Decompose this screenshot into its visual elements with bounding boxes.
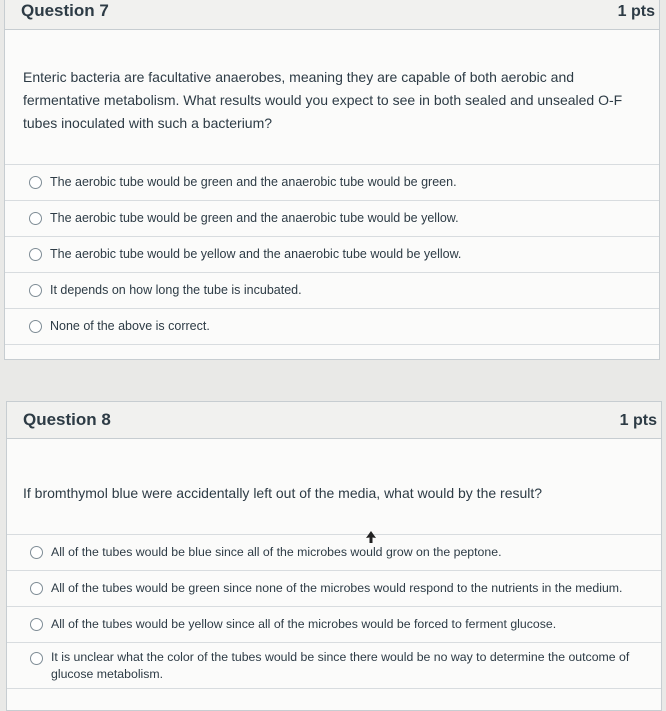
answer-label: It is unclear what the color of the tubes would be since there would be no way to determine the outcome of glucose metabolism. <box>51 650 630 681</box>
question-points: 1 pts <box>617 3 655 20</box>
answer-option[interactable] <box>5 273 659 309</box>
answer-option[interactable] <box>5 237 659 273</box>
radio-button[interactable] <box>29 176 42 189</box>
answer-label: The aerobic tube would be green and the anaerobic tube would be yellow. <box>50 211 459 225</box>
answer-label: The aerobic tube would be green and the anaerobic tube would be green. <box>50 175 457 189</box>
answer-option[interactable] <box>5 309 659 345</box>
answer-label: All of the tubes would be blue since all of the microbes would grow on the peptone. <box>51 545 502 559</box>
radio-button[interactable] <box>30 546 43 559</box>
radio-button[interactable] <box>29 284 42 297</box>
question-title: Question 8 <box>23 410 111 429</box>
answer-option[interactable] <box>7 643 661 689</box>
answer-option[interactable] <box>7 571 661 607</box>
answer-option[interactable] <box>7 535 661 571</box>
question-header <box>5 0 659 30</box>
answer-option[interactable] <box>7 607 661 643</box>
question-title: Question 7 <box>21 1 109 20</box>
radio-button[interactable] <box>29 248 42 261</box>
question-text: Enteric bacteria are facultative anaerobes, meaning they are capable of both aerobic and fermentative metabolism. What results would you expect to see in both sealed and unsealed O-F tubes inoculated with such a bacterium? <box>23 69 623 131</box>
answer-option[interactable] <box>5 201 659 237</box>
question-header <box>7 402 661 439</box>
radio-button[interactable] <box>30 652 43 665</box>
answer-label: All of the tubes would be yellow since all of the microbes would be forced to ferment glucose. <box>51 617 557 631</box>
answer-label: The aerobic tube would be yellow and the anaerobic tube would be yellow. <box>50 247 462 261</box>
answer-option[interactable] <box>5 165 659 201</box>
question-text: If bromthymol blue were accidentally left out of the media, what would by the result? <box>23 485 543 501</box>
radio-button[interactable] <box>29 320 42 333</box>
radio-button[interactable] <box>30 618 43 631</box>
answer-label: All of the tubes would be green since none of the microbes would respond to the nutrients in the medium. <box>51 581 623 595</box>
mouse-cursor-icon <box>366 531 376 543</box>
question-8-card <box>6 401 662 711</box>
answer-label: It depends on how long the tube is incubated. <box>50 283 302 297</box>
radio-button[interactable] <box>30 582 43 595</box>
answer-list <box>7 534 661 689</box>
question-7-card <box>4 0 660 360</box>
answer-label: None of the above is correct. <box>50 319 210 333</box>
answer-list <box>5 164 659 345</box>
question-points: 1 pts <box>619 412 657 429</box>
radio-button[interactable] <box>29 212 42 225</box>
